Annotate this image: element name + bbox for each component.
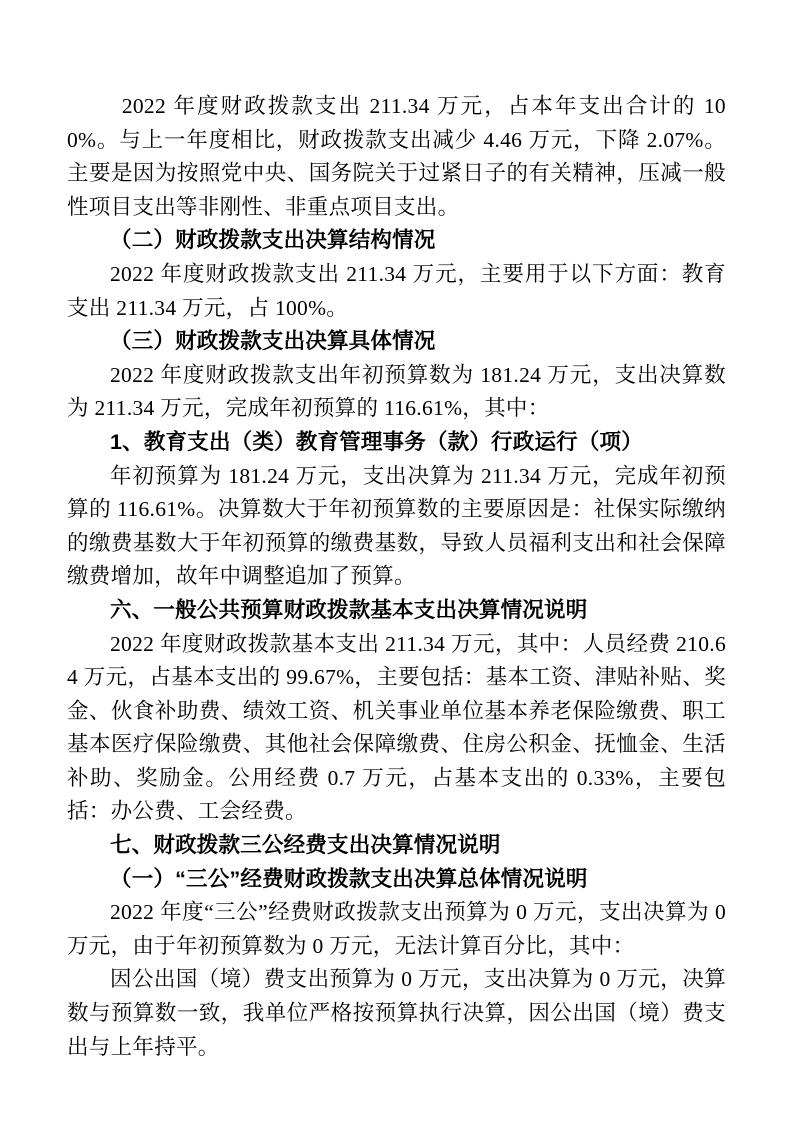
heading-section-3-expenditure-specifics: （三）财政拨款支出决算具体情况: [110, 329, 436, 354]
heading-item-1-education-expenditure: 1、教育支出（类）教育管理事务（款）行政运行（项）: [110, 429, 643, 454]
heading-section-7-three-public-funds: 七、财政拨款三公经费支出决算情况说明: [110, 833, 501, 858]
paragraph-basic-expenditure-detail: 2022 年度财政拨款基本支出 211.34 万元，其中：人员经费 210.64 万元，占基本支出的 99.67%，主要包括：基本工资、津贴补贴、奖金、伙食补助费、绩效工资、机关事业单位基本养老保险缴费、职工基本医疗保险缴费、其他社会保障缴费、住房公积金、抚恤金、生活补助、奖励金。公用经费 0.7 万元，占基本支出的 0.33%，主要包括：办公费、工会经费。: [67, 631, 726, 824]
paragraph-expenditure-specifics-overview: 2022 年度财政拨款支出年初预算数为 181.24 万元，支出决算数为 211.34 万元，完成年初预算的 116.61%，其中：: [67, 362, 726, 421]
paragraph-item-1-education-detail: 年初预算为 181.24 万元，支出决算为 211.34 万元，完成年初预算的 116.61%。决算数大于年初预算数的主要原因是：社保实际缴纳的缴费基数大于年初预算的缴费基数，导致人员福利支出和社会保障缴费增加，故年中调整追加了预算。: [67, 463, 726, 589]
paragraph-expenditure-structure-detail: 2022 年度财政拨款支出 211.34 万元，主要用于以下方面：教育支出 211.34 万元，占 100%。: [67, 261, 726, 320]
heading-section-2-expenditure-structure: （二）财政拨款支出决算结构情况: [110, 228, 436, 253]
heading-three-public-funds-overall: （一）“三公”经费财政拨款支出决算总体情况说明: [110, 866, 588, 891]
paragraph-three-public-funds-overview: 2022 年度“三公”经费财政拨款支出预算为 0 万元，支出决算为 0 万元，由于年初预算数为 0 万元，无法计算百分比，其中：: [67, 900, 726, 958]
paragraph-overseas-trips-expenditure: 因公出国（境）费支出预算为 0 万元，支出决算为 0 万元，决算数与预算数一致，我单位严格按预算执行决算，因公出国（境）费支出与上年持平。: [67, 967, 726, 1059]
paragraph-fiscal-expenditure-total: 2022 年度财政拨款支出 211.34 万元，占本年支出合计的 100%。与上一年度相比，财政拨款支出减少 4.46 万元，下降 2.07%。主要是因为按照党中央、国务院关于过紧日子的有关精神，压减一般性项目支出等非刚性、非重点项目支出。: [67, 94, 726, 219]
heading-section-6-basic-expenditure: 六、一般公共预算财政拨款基本支出决算情况说明: [110, 597, 588, 622]
